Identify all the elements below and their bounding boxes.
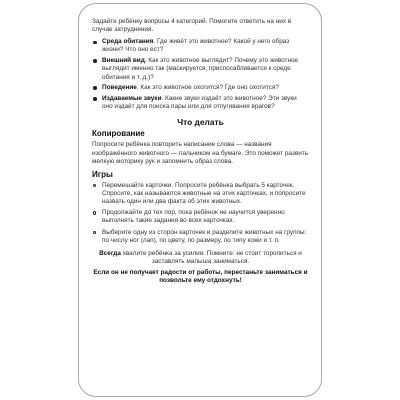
category-text: . Где живёт это животное? Какой у него образ жизни? Что оно ест? [102,38,290,54]
instruction-card [78,3,322,397]
category-term: Издаваемые звуки [102,95,162,103]
copying-text: Попросите ребёнка повторить написание слова — названия изображённого животного — пальчиком на бумаге. Это поможет развить мелкую моторику рук и запомнить образ слова. [92,141,309,165]
intro-text: Задайте ребёнку вопросы 4 категорий. Помогите ответить на них в случае затруднения. [92,18,292,34]
closing-body: хвалите ребёнка за усилия. Помните: не стоит торопиться и заставлять малыша заниматься. [120,249,302,266]
category-text: . Какие звуки издаёт это животное? Эти звуки оно издаёт для поиска пары или для отпугивания врагов? [102,95,297,111]
category-term: Внешний вид [102,57,145,65]
category-appearance [92,57,309,81]
category-behavior [92,84,309,92]
games-item: Перемешайте карточки. Попросите ребёнка выбрать 5 карточек. Спросите, как называются животные на этих карточках, и попросите назвать один или два факта об этих животных. [92,182,309,206]
category-text: . Как это животное охотится? Где оно охотится? [136,84,279,92]
category-sounds [92,95,309,111]
category-text: . Как это животное выглядит? Почему это животное выглядит именно так (маскируется, приспосабливается к среде обитания и т. д.)? [102,57,299,81]
games-heading: Игры [92,169,113,179]
what-to-do-heading: Что делать [177,117,224,128]
closing-final: Если он не получает радости от работы, перестаньте заниматься и позвольте ему отдохнуть! [93,269,308,285]
closing-text [92,250,309,266]
question-categories-list [92,38,309,111]
closing-lead: Всегда [99,249,121,257]
games-list [92,182,309,245]
games-item: Продолжайте до тех пор, пока ребёнок не научится уверенно выполнять такие задания во всех карточках. [92,209,309,225]
category-term: Среда обитания [102,38,154,46]
copying-heading: Копирование [92,129,145,139]
category-habitat [92,38,309,54]
games-item: Выберите одну из сторон карточек и разделите животных на группы: по числу ног (лап), по цвету, по размеру, по типу кожи и т. п. [92,229,309,245]
category-term: Поведение [102,84,137,92]
